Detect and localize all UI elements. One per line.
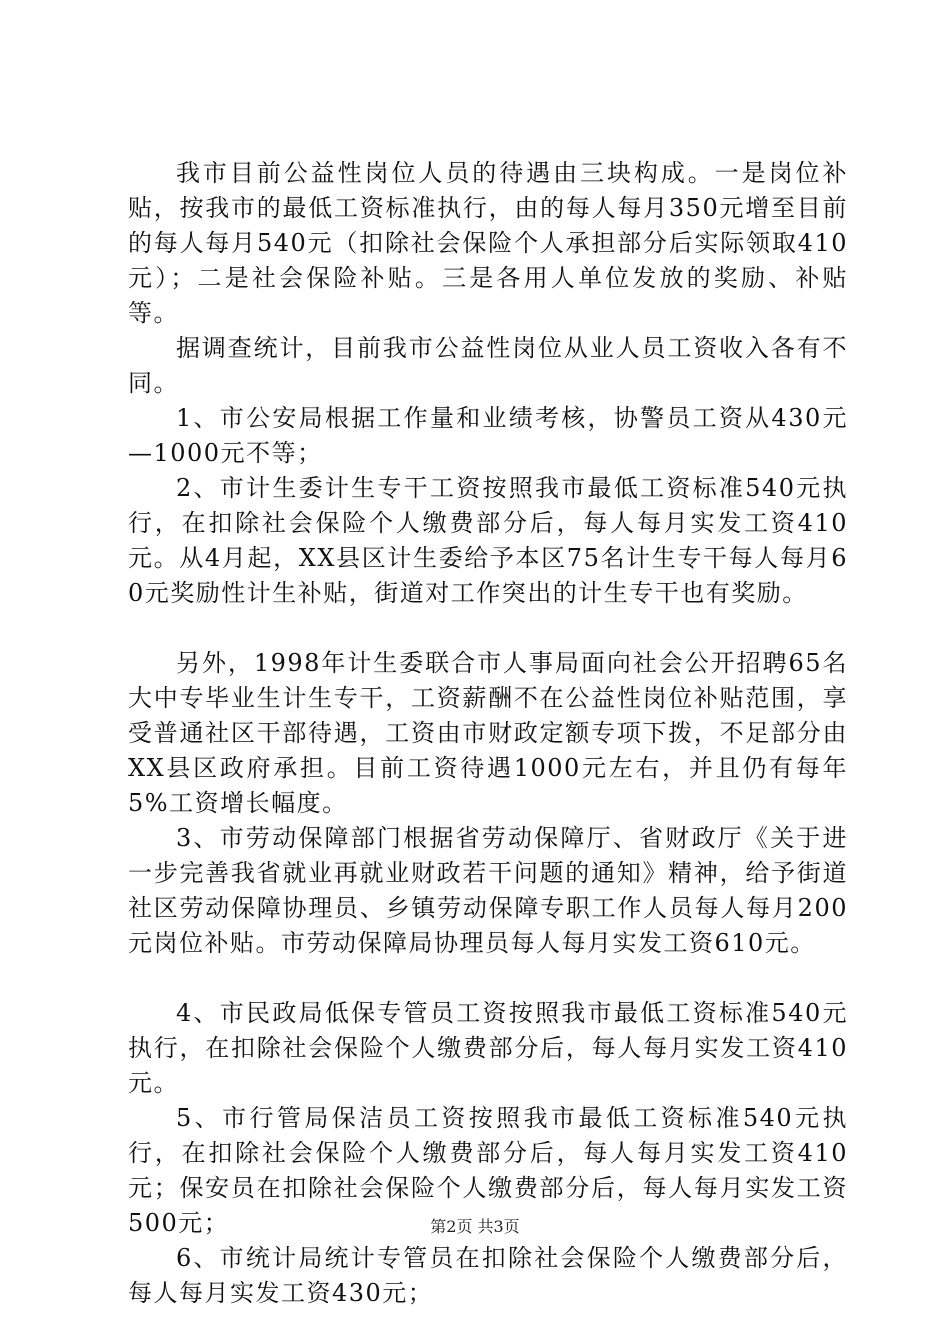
paragraph-item-5-admin: 5、市行管局保洁员工资按照我市最低工资标准540元执行，在扣除社会保险个人缴费部分后，每人每月实发工资410元；保安员在扣除社会保险个人缴费部分后，每人每月实发工资500元； [128,1104,848,1237]
paragraph-gap [128,611,848,646]
paragraph-gap [128,961,848,996]
paragraph-benefits-structure: 我市目前公益性岗位人员的待遇由三块构成。一是岗位补贴，按我市的最低工资标准执行，由的每人每月350元增至目前的每人每月540元（扣除社会保险个人承担部分后实际领取410元）；二是社会保险补贴。三是各用人单位发放的奖励、补贴等。 [128,159,848,327]
paragraph-item-4-civil-affairs: 4、市民政局低保专管员工资按照我市最低工资标准540元执行，在扣除社会保险个人缴费部分后，每人每月实发工资410元。 [128,999,848,1097]
paragraph-survey-intro: 据调查统计，目前我市公益性岗位从业人员工资收入各有不同。 [128,334,848,397]
paragraph-item-2-family-planning: 2、市计生委计生专干工资按照我市最低工资标准540元执行，在扣除社会保险个人缴费部分后，每人每月实发工资410元。从4月起，XX县区计生委给予本区75名计生专干每人每月60元奖励性计生补贴，街道对工作突出的计生专干也有奖励。 [128,474,848,607]
page-footer: 第2页 共3页 [430,1217,520,1236]
paragraph-item-1-police: 1、市公安局根据工作量和业绩考核，协警员工资从430元—1000元不等； [128,404,848,467]
paragraph-item-3-labor: 3、市劳动保障部门根据省劳动保障厅、省财政厅《关于进一步完善我省就业再就业财政若干问题的通知》精神，给予街道社区劳动保障协理员、乡镇劳动保障专职工作人员每人每月200元岗位补贴。市劳动保障局协理员每人每月实发工资610元。 [128,824,848,957]
paragraph-additional-1998: 另外，1998年计生委联合市人事局面向社会公开招聘65名大中专毕业生计生专干，工资薪酬不在公益性岗位补贴范围，享受普通社区干部待遇，工资由市财政定额专项下拨，不足部分由XX县区政府承担。目前工资待遇1000元左右，并且仍有每年5%工资增长幅度。 [128,649,848,817]
document-body [128,156,848,1311]
paragraph-item-6-statistics: 6、市统计局统计专管员在扣除社会保险个人缴费部分后，每人每月实发工资430元； [128,1244,848,1307]
